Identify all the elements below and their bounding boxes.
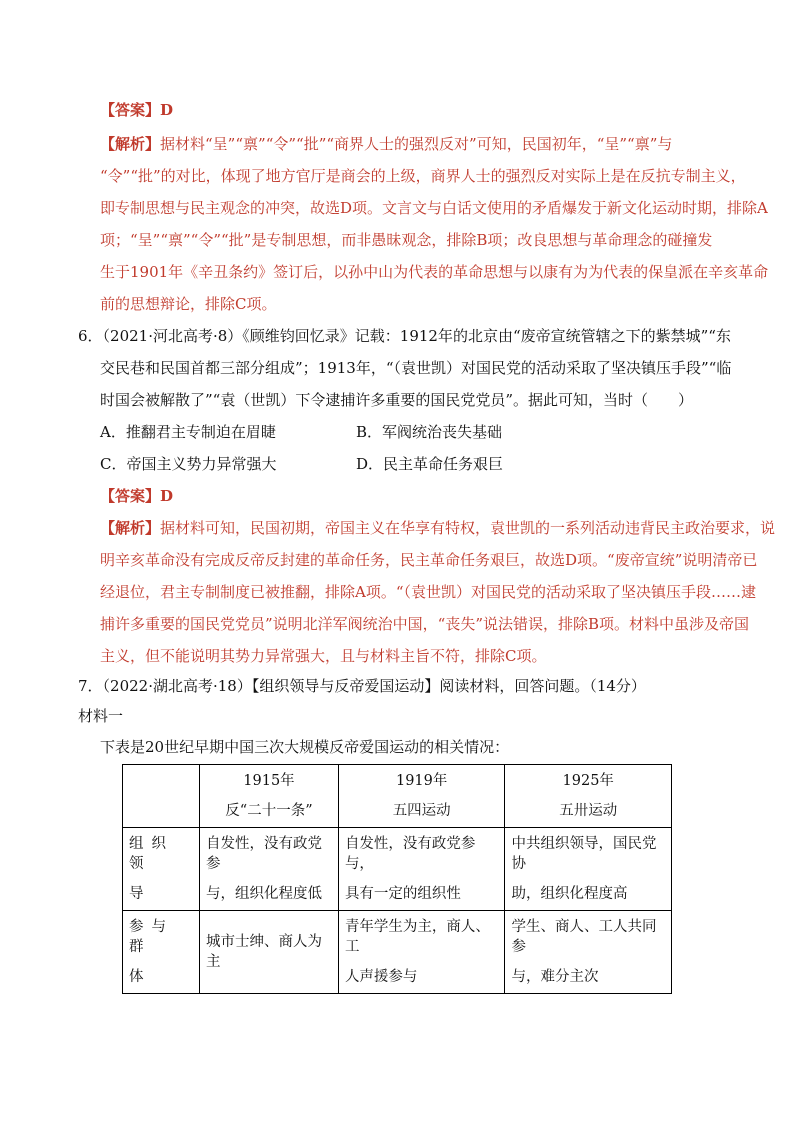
table-header-cell bbox=[505, 765, 672, 828]
table-cell bbox=[505, 911, 672, 994]
q5-answer-label: 【答案】 bbox=[100, 101, 161, 119]
header-movement: 五四运动 bbox=[392, 803, 451, 819]
table-header-cell bbox=[200, 765, 339, 828]
q6-answer-value: D bbox=[160, 487, 174, 505]
cell-text: 青年学生为主，商人、工 bbox=[344, 919, 490, 955]
q5-analysis-line: “令”“批”的对比，体现了地方官厅是商会的上级，商界人士的强烈反对实际上是在反抗专制主义， bbox=[100, 167, 746, 185]
header-year: 1915年 bbox=[243, 773, 295, 789]
q7-table-intro: 下表是20世纪早期中国三次大规模反帝爱国运动的相关情况： bbox=[100, 738, 510, 756]
q6-answer bbox=[100, 486, 173, 506]
table-cell bbox=[200, 828, 339, 911]
q6-analysis-text: 据材料可知，民国初期，帝国主义在华享有特权，袁世凯的一系列活动违背民主政治要求，说 bbox=[160, 519, 776, 537]
q7-stem: 7．（2022·湖北高考·18）【组织领导与反帝爱国运动】阅读材料，回答问题。（14分） bbox=[78, 677, 646, 695]
q5-analysis-line: 前的思想辩论，排除C项。 bbox=[100, 295, 277, 313]
cell-text: 城市士绅、商人为主 bbox=[206, 934, 322, 970]
header-year: 1919年 bbox=[395, 773, 448, 789]
q6-option-d: D．民主革命任务艰巨 bbox=[356, 455, 504, 473]
row-label: 参与群 bbox=[129, 919, 174, 955]
header-movement: 五卅运动 bbox=[559, 803, 618, 819]
cell-text: 自发性，没有政党参与， bbox=[344, 836, 476, 872]
q5-answer bbox=[100, 100, 173, 120]
table-header-cell bbox=[338, 765, 505, 828]
table-header-row bbox=[123, 765, 672, 828]
q5-analysis-line: 即专制思想与民主观念的冲突，故选D项。文言文与白话文使用的矛盾爆发于新文化运动时期，排除A bbox=[100, 199, 768, 217]
row-label-cell bbox=[123, 828, 200, 911]
q6-analysis-line: 主义，但不能说明其势力异常强大，且与材料主旨不符，排除C项。 bbox=[100, 647, 547, 665]
q6-answer-label: 【答案】 bbox=[100, 487, 161, 505]
table-row bbox=[123, 911, 672, 994]
cell-text: 中共组织领导，国民党协 bbox=[511, 836, 657, 872]
table-cell bbox=[338, 828, 505, 911]
cell-text: 具有一定的组织性 bbox=[344, 886, 461, 902]
q5-analysis-line: 生于1901年《辛丑条约》签订后，以孙中山为代表的革命思想与以康有为为代表的保皇派在辛亥革命 bbox=[100, 263, 769, 281]
q6-analysis-label: 【解析】 bbox=[100, 519, 161, 537]
q6-stem-line: 6．（2021·河北高考·8）《顾维钧回忆录》记载：1912年的北京由“废帝宣统管辖之下的紫禁城”“东 bbox=[78, 327, 731, 345]
q6-analysis-line: 经退位，君主专制制度已被推翻，排除A项。“（袁世凯）对国民党的活动采取了坚决镇压手段……逮 bbox=[100, 583, 757, 601]
table-cell bbox=[338, 911, 505, 994]
q5-answer-value: D bbox=[160, 101, 174, 119]
cell-text: 自发性，没有政党参 bbox=[206, 836, 322, 872]
q6-option-b: B．军阀统治丧失基础 bbox=[356, 423, 503, 441]
q6-analysis-line bbox=[100, 518, 775, 538]
q6-option-a: A．推翻君主专制迫在眉睫 bbox=[100, 423, 276, 441]
q7-material-label: 材料一 bbox=[78, 707, 124, 725]
q6-stem-line: 交民巷和民国首都三部分组成”；1913年，“（袁世凯）对国民党的活动采取了坚决镇压手段”“临 bbox=[100, 359, 732, 377]
table-row bbox=[123, 828, 672, 911]
cell-text: 与，难分主次 bbox=[511, 969, 599, 985]
table-cell bbox=[505, 828, 672, 911]
cell-text: 人声援参与 bbox=[344, 969, 418, 985]
row-label: 导 bbox=[129, 886, 152, 902]
q5-analysis-text: 据材料“呈”“禀”“令”“批”“商界人士的强烈反对”可知，民国初年，“呈”“禀”与 bbox=[160, 135, 673, 153]
q6-option-c: C．帝国主义势力异常强大 bbox=[100, 455, 277, 473]
table-cell bbox=[200, 911, 339, 994]
q5-analysis-label: 【解析】 bbox=[100, 135, 161, 153]
q7-table bbox=[122, 764, 672, 994]
q6-analysis-line: 明辛亥革命没有完成反帝反封建的革命任务，民主革命任务艰巨，故选D项。“废帝宣统”说明清帝已 bbox=[100, 551, 758, 569]
q6-analysis-line: 捕许多重要的国民党党员”说明北洋军阀统治中国，“丧失”说法错误，排除B项。材料中虽涉及帝国 bbox=[100, 615, 750, 633]
cell-text: 与，组织化程度低 bbox=[206, 886, 322, 902]
row-label-cell bbox=[123, 911, 200, 994]
cell-text: 助，组织化程度高 bbox=[511, 886, 628, 902]
row-label: 组织领 bbox=[129, 836, 174, 872]
q6-stem-line: 时国会被解散了”“袁（世凯）下令逮捕许多重要的国民党党员”。据此可知，当时（ ） bbox=[100, 391, 694, 409]
q5-analysis-line: 项；“呈”“禀”“令”“批”是专制思想，而非愚昧观念，排除B项；改良思想与革命理念的碰撞发 bbox=[100, 231, 713, 249]
header-movement: 反“二十一条” bbox=[225, 803, 313, 819]
q5-analysis-line bbox=[100, 134, 672, 154]
row-label: 体 bbox=[129, 969, 152, 985]
cell-text: 学生、商人、工人共同参 bbox=[511, 919, 657, 955]
table-corner-cell bbox=[123, 765, 200, 828]
header-year: 1925年 bbox=[562, 773, 614, 789]
